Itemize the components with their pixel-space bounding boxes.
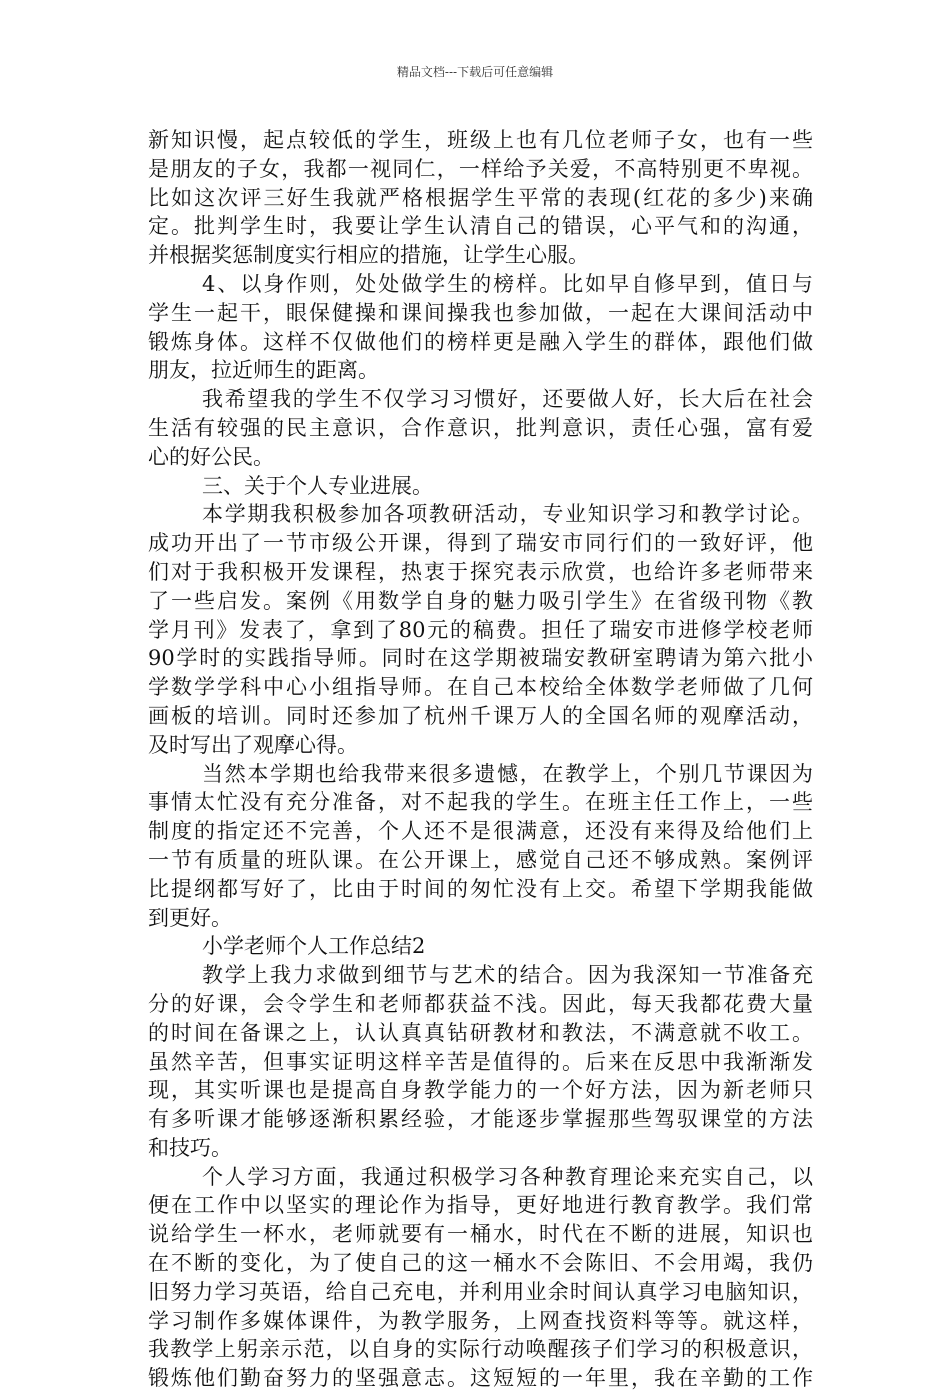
text-line: 事情太忙没有充分准备，对不起我的学生。在班主任工作上，一些 <box>148 790 813 815</box>
text-line: 90学时的实践指导师。同时在这学期被瑞安教研室聘请为第六批小 <box>148 646 813 671</box>
text-line: 制度的指定还不完善，个人还不是很满意，还没有来得及给他们上 <box>148 819 813 844</box>
text-line: 虽然辛苦，但事实证明这样辛苦是值得的。后来在反思中我渐渐发 <box>148 1049 813 1074</box>
section-heading: 三、关于个人专业进展。 <box>202 473 433 498</box>
text-line: 生活有较强的民主意识，合作意识，批判意识，责任心强，富有爱 <box>148 415 813 440</box>
text-line: 说给学生一杯水，老师就要有一桶水，时代在不断的进展，知识也 <box>148 1222 813 1247</box>
text-line: 学习制作多媒体课件，为教学服务，上网查找资料等等。就这样， <box>148 1308 813 1333</box>
text-line: 比提纲都写好了，比由于时间的匆忙没有上交。希望下学期我能做 <box>148 876 813 901</box>
section-title: 小学老师个人工作总结2 <box>202 934 426 959</box>
text-line: 了一些启发。案例《用数学自身的魅力吸引学生》在省级刊物《教 <box>148 588 813 613</box>
text-line: 锻炼他们勤奋努力的坚强意志。这短短的一年里，我在辛勤的工作 <box>148 1366 813 1391</box>
text-line: 学月刊》发表了，拿到了80元的稿费。担任了瑞安市进修学校老师 <box>148 617 813 642</box>
text-line: 我教学上躬亲示范，以自身的实际行动唤醒孩子们学习的积极意识， <box>148 1337 813 1362</box>
text-line: 和技巧。 <box>148 1135 232 1160</box>
text-line: 到更好。 <box>148 905 232 930</box>
text-line: 现，其实听课也是提高自身教学能力的一个好方法，因为新老师只 <box>148 1078 813 1103</box>
text-line: 便在工作中以坚实的理论作为指导，更好地进行教育教学。我们常 <box>148 1193 813 1218</box>
text-line: 成功开出了一节市级公开课，得到了瑞安市同行们的一致好评，他 <box>148 531 813 556</box>
page-header: 精品文档---下载后可任意编辑 <box>396 65 554 79</box>
text-line: 学数学学科中心小组指导师。在自己本校给全体数学老师做了几何 <box>148 675 813 700</box>
text-line: 比如这次评三好生我就严格根据学生平常的表现(红花的多少)来确 <box>148 185 813 210</box>
text-line: 4、以身作则，处处做学生的榜样。比如早自修早到，值日与 <box>202 271 813 296</box>
text-line: 画板的培训。同时还参加了杭州千课万人的全国名师的观摩活动， <box>148 703 813 728</box>
text-line: 在不断的变化，为了使自己的这一桶水不会陈旧、不会用竭，我仍 <box>148 1251 813 1276</box>
text-line: 本学期我积极参加各项教研活动，专业知识学习和教学讨论。 <box>202 502 813 527</box>
text-line: 的时间在备课之上，认认真真钻研教材和教法，不满意就不收工。 <box>148 1020 813 1045</box>
text-line: 一节有质量的班队课。在公开课上，感觉自己还不够成熟。案例评 <box>148 847 813 872</box>
text-line: 并根据奖惩制度实行相应的措施，让学生心服。 <box>148 243 589 268</box>
text-line: 我希望我的学生不仅学习习惯好，还要做人好，长大后在社会 <box>202 387 813 412</box>
text-line: 当然本学期也给我带来很多遗憾，在教学上，个别几节课因为 <box>202 761 813 786</box>
text-line: 有多听课才能够逐渐积累经验，才能逐步掌握那些驾驭课堂的方法 <box>148 1107 813 1132</box>
text-line: 旧努力学习英语，给自己充电，并利用业余时间认真学习电脑知识， <box>148 1279 813 1304</box>
text-line: 新知识慢，起点较低的学生，班级上也有几位老师子女，也有一些 <box>148 128 813 152</box>
document-body <box>148 126 813 1393</box>
text-line: 心的好公民。 <box>148 444 274 469</box>
text-line: 锻炼身体。这样不仅做他们的榜样更是融入学生的群体，跟他们做 <box>148 329 813 354</box>
text-line: 教学上我力求做到细节与艺术的结合。因为我深知一节准备充 <box>202 963 813 988</box>
text-line: 分的好课，会令学生和老师都获益不浅。因此，每天我都花费大量 <box>148 991 813 1016</box>
text-line: 是朋友的子女，我都一视同仁，一样给予关爱，不高特别更不卑视。 <box>148 156 813 181</box>
text-line: 朋友，拉近师生的距离。 <box>148 358 379 383</box>
text-line: 定。批判学生时，我要让学生认清自己的错误，心平气和的沟通， <box>148 214 813 239</box>
text-line: 们对于我积极开发课程，热衷于探究表示欣赏，也给许多老师带来 <box>148 559 813 584</box>
text-line: 学生一起干，眼保健操和课间操我也参加做，一起在大课间活动中 <box>148 300 813 325</box>
text-line: 个人学习方面，我通过积极学习各种教育理论来充实自己，以 <box>202 1164 813 1189</box>
text-line: 及时写出了观摩心得。 <box>148 732 358 757</box>
